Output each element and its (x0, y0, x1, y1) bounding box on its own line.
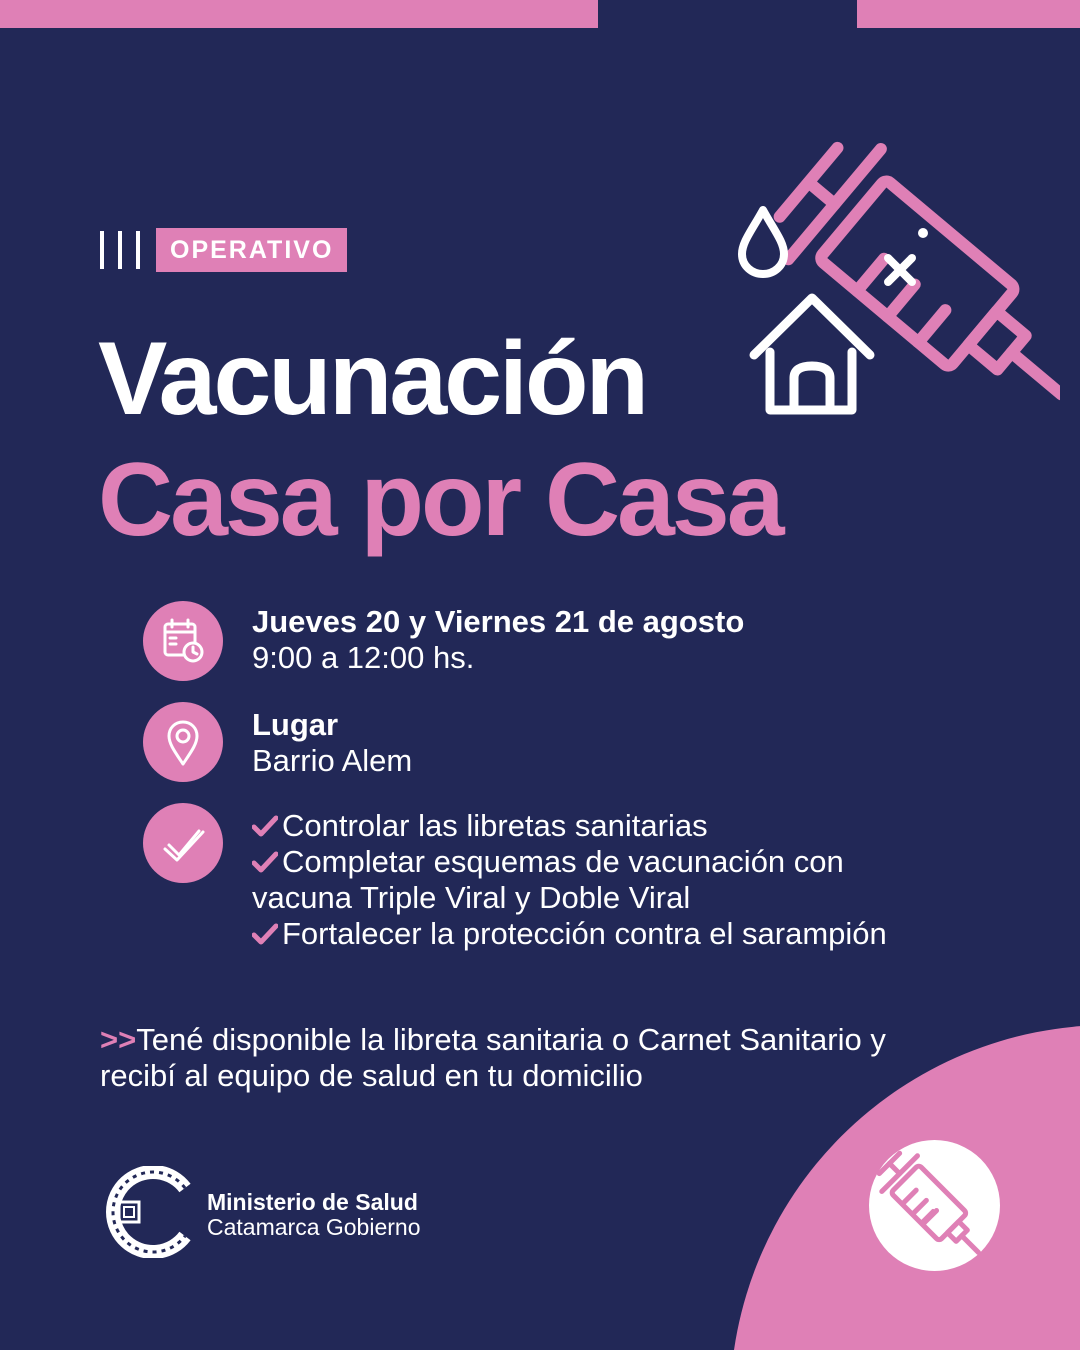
top-bar-left (0, 0, 598, 28)
checklist-icon-circle (143, 803, 223, 883)
checkmark-icon (143, 803, 223, 883)
location-heading: Lugar (252, 707, 339, 742)
org-subtitle: Catamarca Gobierno (207, 1214, 421, 1240)
cross-icon (888, 258, 912, 282)
syringe-badge (869, 1140, 1000, 1271)
date-info (252, 604, 744, 676)
check-icon (252, 923, 278, 945)
location-pin-icon (143, 702, 223, 782)
syringe-icon (762, 130, 1060, 420)
tag-row (100, 228, 347, 272)
title-line-1: Vacunación (98, 321, 646, 437)
checklist-item-text: Completar esquemas de vacunación con vacuna Triple Viral y Doble Viral (252, 844, 844, 915)
location-icon-circle (143, 702, 223, 782)
hero-illustration (730, 130, 1060, 420)
house-icon (754, 298, 870, 410)
checklist (252, 808, 892, 952)
tag-stripe (100, 231, 104, 269)
checklist-item (252, 916, 892, 952)
syringe-icon (869, 1140, 1000, 1271)
note-text: Tené disponible la libreta sanitaria o Carnet Sanitario y recibí al equipo de salud en tu domicilio (100, 1022, 886, 1093)
tag-stripe (118, 231, 122, 269)
calendar-clock-icon (143, 601, 223, 681)
ministry-logo-icon (105, 1166, 197, 1258)
title-line-2: Casa por Casa (98, 442, 782, 558)
checklist-item (252, 844, 892, 916)
check-icon (252, 851, 278, 873)
tag-stripe (136, 231, 140, 269)
checklist-item-text: Controlar las libretas sanitarias (282, 808, 708, 843)
note-prefix: >> (100, 1022, 137, 1057)
ministry-name (207, 1190, 421, 1240)
date-time: 9:00 a 12:00 hs. (252, 640, 475, 675)
checklist-item-text: Fortalecer la protección contra el sarampión (282, 916, 887, 951)
calendar-icon-circle (143, 601, 223, 681)
check-icon (252, 815, 278, 837)
tag-label: OPERATIVO (156, 228, 347, 272)
location-value: Barrio Alem (252, 743, 413, 778)
location-info (252, 707, 412, 779)
org-name: Ministerio de Salud (207, 1189, 418, 1215)
top-bar-right (857, 0, 1080, 28)
checklist-item (252, 808, 892, 844)
bottom-note (100, 1022, 920, 1094)
date-heading: Jueves 20 y Viernes 21 de agosto (252, 604, 745, 639)
